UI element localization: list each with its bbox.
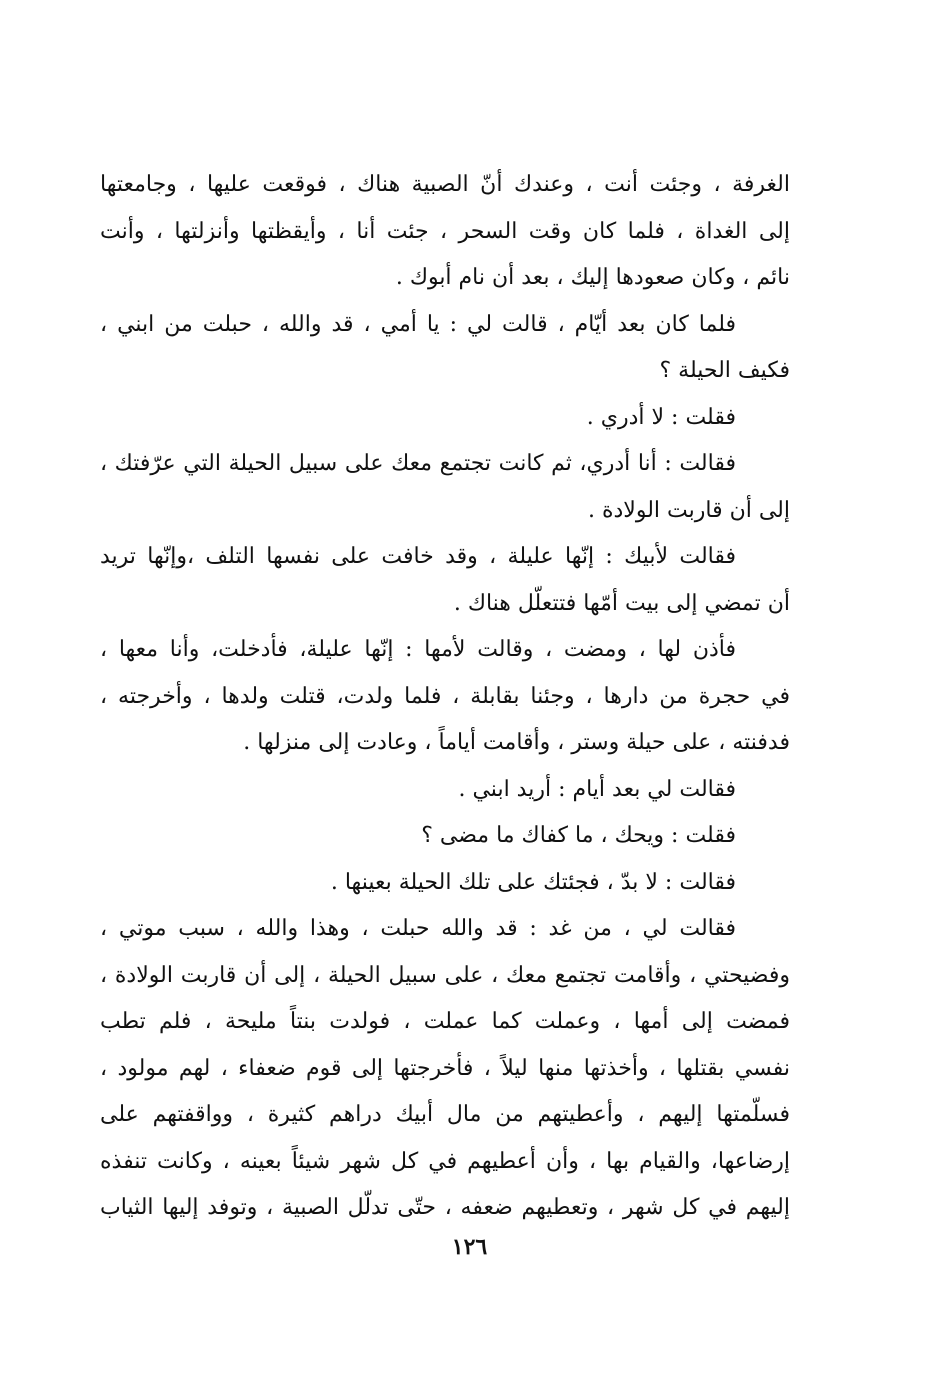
text-line: إلى الغداة ، فلما كان وقت السحر ، جئت أنا ، وأيقظتها وأنزلتها ، وأنت [100,218,790,244]
text-line: فلما كان بعد أيّام ، قالت لي : يا أمي ، قد والله ، حبلت من ابني ، [100,311,736,337]
text-line: فدفنته ، على حيلة وستر ، وأقامت أياماً ، وعادت إلى منزلها . [243,730,790,755]
text-line: الغرفة ، وجئت أنت ، وعندك أنّ الصبية هناك ، فوقعت عليها ، وجامعتها [100,172,790,197]
text-line: نفسي بقتلها ، وأخذتها منها ليلاً ، فأخرجتها إلى قوم ضعفاء ، لهم مولود ، [100,1055,790,1081]
text-line: إرضاعها، والقيام بها ، وأن أعطيهم في كل شهر شيئاً بعينه ، وكانت تنفذه [100,1148,790,1174]
page-number: ١٢٦ [451,1234,488,1260]
text-line: فقالت لأبيك : إنّها عليلة ، وقد خافت على نفسها التلف ،وإنّها تريد [100,544,736,569]
text-line: إليهم في كل شهر ، وتعطيهم ضعفه ، حتّى تدلّل الصبية ، وتوفد إليها الثياب [100,1195,790,1220]
text-line: فسلّمتها إليهم ، وأعطيتهم من مال أبيك دراهم كثيرة ، وواقفتهم على [100,1102,790,1127]
text-line: فقالت لي ، من غد : قد والله حبلت ، وهذا والله ، سبب موتي ، [100,916,736,941]
text-line: فقالت : لا بدّ ، فجئتك على تلك الحيلة بعينها . [330,869,736,895]
text-line: وفضيحتي ، وأقامت تجتمع معك ، على سبيل الحيلة ، إلى أن قاربت الولادة ، [100,962,790,988]
text-line: أن تمضي إلى بيت أمّها فتتعلّل هناك . [453,590,790,616]
text-line: فقالت : أنا أدري، ثم كانت تجتمع معك على سبيل الحيلة التي عرّفتك ، [100,451,736,476]
text-line: فأذن لها ، ومضت ، وقالت لأمها : إنّها عليلة، فأدخلت، وأنا معها ، [100,637,736,662]
text-line: فقلت : لا أدري . [586,404,736,430]
text-line: فقلت : ويحك ، ما كفاك ما مضى ؟ [421,823,736,848]
body-text [100,162,790,1232]
text-line: فمضت إلى أمها ، وعملت كما عملت ، فولدت بنتاً مليحة ، فلم تطب [100,1009,790,1034]
text-line: فكيف الحيلة ؟ [659,358,790,383]
text-line: إلى أن قاربت الولادة . [587,497,790,523]
text-line: نائم ، وكان صعودها إليك ، بعد أن نام أبوك . [395,265,790,290]
text-line: في حجرة من دارها ، وجئنا بقابلة ، فلما ولدت، قتلت ولدها ، وأخرجته ، [100,683,790,709]
text-line: فقالت لي بعد أيام : أريد ابني . [458,776,736,802]
